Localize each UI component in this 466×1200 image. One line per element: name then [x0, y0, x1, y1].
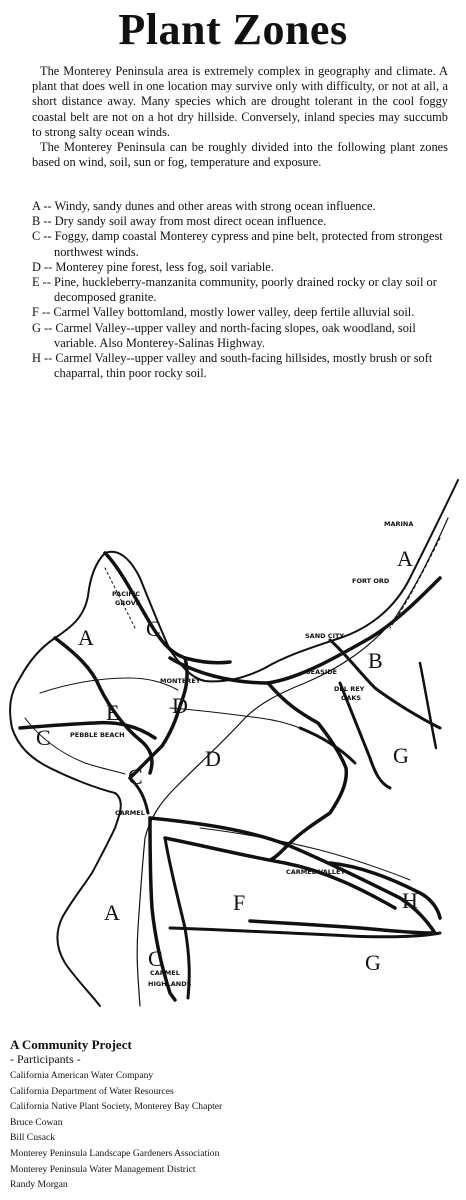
- participant-item: California Native Plant Society, Monterey Bay Chapter: [10, 1101, 223, 1113]
- road-sunset: [105, 568, 135, 628]
- zone-label-d-main: D: [205, 746, 221, 771]
- zone-label-a-pacific-grove: A: [78, 625, 94, 650]
- zone-label-a-north: A: [397, 546, 413, 571]
- boundary-d-west: [130, 658, 187, 778]
- plant-zone-map: [0, 478, 466, 1008]
- place-fort-ord: FORT ORD: [352, 577, 390, 585]
- road-pebble: [40, 678, 178, 693]
- zone-item-g: G -- Carmel Valley--upper valley and north-facing slopes, oak woodland, soil variable. Also Monterey-Salinas Highway.: [32, 320, 416, 350]
- zone-item-f: F -- Carmel Valley bottomland, mostly lower valley, deep fertile alluvial soil.: [32, 305, 415, 320]
- place-del-rey: DEL REY: [334, 685, 365, 693]
- road-holman: [170, 708, 300, 728]
- project-title: A Community Project: [10, 1037, 132, 1052]
- participant-item: Randy Morgan: [10, 1179, 68, 1191]
- intro-paragraph-1: The Monterey Peninsula area is extremely complex in geography and climate. A plant that does well in one location may survive only with difficulty, or not at all, a short distance away. Many species which are drought tolerant in the cool foggy coastal belt are not on a hot dry hillside. Conversely, inland species may succumb to strong salty ocean winds.: [32, 64, 448, 139]
- boundary-e: [55, 638, 152, 773]
- place-oaks: OAKS: [341, 694, 362, 702]
- zone-label-c-carmel: C: [128, 764, 143, 789]
- zone-item-e: E -- Pine, huckleberry-manzanita community, poorly drained rocky or clay soil or decomposed granite.: [32, 275, 437, 305]
- participant-item: Monterey Peninsula Landscape Gardeners Association: [10, 1147, 220, 1159]
- boundary-pg-east: [105, 553, 230, 663]
- zone-label-g-south: G: [365, 950, 381, 975]
- page-title: Plant Zones: [118, 5, 348, 54]
- place-seaside: SEASIDE: [306, 668, 338, 676]
- zone-label-e: E: [106, 700, 120, 725]
- zone-label-f: F: [233, 890, 246, 915]
- participant-item: Monterey Peninsula Water Management District: [10, 1163, 196, 1175]
- boundary-fort-ord: [420, 663, 436, 748]
- zone-label-g-east: G: [393, 743, 409, 768]
- place-sand-city: SAND CITY: [305, 632, 345, 640]
- zone-item-h: H -- Carmel Valley--upper valley and south-facing hillsides, mostly brush or soft chaparral, thin poor rocky soil.: [32, 351, 433, 381]
- intro-paragraph-2: The Monterey Peninsula can be roughly divided into the following plant zones based on wind, soil, sun or fog, temperature and exposure.: [32, 140, 448, 170]
- intro-text: [32, 64, 448, 170]
- boundary-inland: [268, 683, 346, 860]
- zone-label-c-pacific-grove: C: [146, 616, 161, 641]
- zone-label-h: H: [402, 888, 418, 913]
- zone-label-c-south: C: [148, 946, 163, 971]
- participant-list: [10, 1068, 222, 1193]
- boundary-valley-north: [165, 838, 395, 908]
- zone-item-b: B -- Dry sandy soil away from most direct ocean influence.: [32, 214, 327, 229]
- zone-item-a: A -- Windy, sandy dunes and other areas with strong ocean influence.: [32, 199, 376, 213]
- place-carmel-valley: CARMEL VALLEY: [286, 868, 346, 876]
- place-carmel-highlands-1: CARMEL: [150, 969, 180, 977]
- place-pacific: PACIFIC: [112, 590, 141, 598]
- zone-item-c: C -- Foggy, damp coastal Monterey cypress and pine belt, protected from strongest northwest winds.: [32, 229, 443, 259]
- zone-list: [32, 199, 452, 381]
- place-carmel-highlands-2: HIGHLANDS: [148, 980, 192, 988]
- place-pebble-beach: PEBBLE BEACH: [70, 731, 125, 739]
- zone-label-b: B: [368, 648, 383, 673]
- coastline: [10, 480, 458, 1006]
- zone-label-c-west: C: [36, 725, 51, 750]
- place-marina: MARINA: [384, 520, 414, 528]
- place-monterey: MONTEREY: [160, 677, 201, 685]
- place-carmel: CARMEL: [115, 809, 145, 817]
- participants-heading: - Participants -: [10, 1052, 81, 1066]
- participant-item: California Department of Water Resources: [10, 1085, 174, 1097]
- zone-label-d-monterey: D: [172, 693, 188, 718]
- place-grove: GROVE: [115, 599, 141, 607]
- participant-item: Bruce Cowan: [10, 1116, 63, 1128]
- participant-item: Bill Cusack: [10, 1132, 56, 1144]
- zone-item-d: D -- Monterey pine forest, less fog, soil variable.: [32, 259, 274, 274]
- zone-label-a-south: A: [104, 900, 120, 925]
- participant-item: California American Water Company: [10, 1070, 154, 1081]
